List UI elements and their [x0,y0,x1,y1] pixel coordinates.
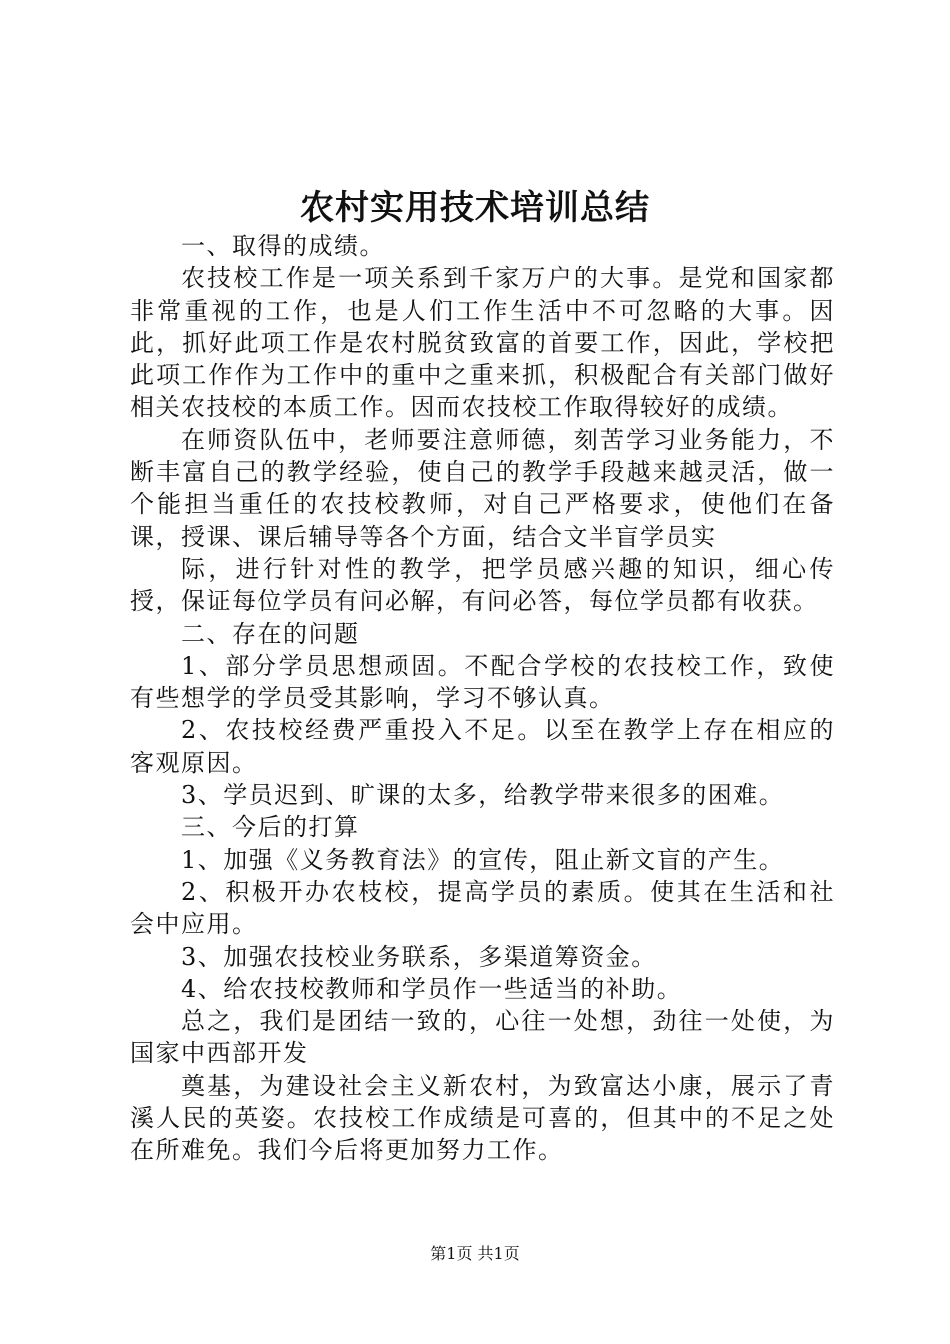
section-heading-problems: 二、存在的问题 [181,619,360,648]
page-footer: 第1页 共1页 [430,1244,520,1263]
paragraph: 农技校工作是一项关系到千家万户的大事。是党和国家都非常重视的工作，也是人们工作生活中不可忽略的大事。因此，抓好此项工作是农村脱贫致富的首要工作，因此，学校把此项工作作为工作中的重中之重来抓，积极配合有关部门做好相关农技校的本质工作。因而农技校工作取得较好的成绩。 [130,264,835,422]
list-item: 4、给农技校教师和学员作一些适当的补助。 [181,974,683,1003]
document-body [130,230,835,1167]
list-item: 3、学员迟到、旷课的太多，给教学带来很多的困难。 [181,781,785,810]
list-item: 3、加强农技校业务联系，多渠道筹资金。 [181,942,657,971]
paragraph: 奠基，为建设社会主义新农村，为致富达小康，展示了青溪人民的英姿。农技校工作成绩是可喜的，但其中的不足之处在所难免。我们今后将更加努力工作。 [130,1071,835,1165]
list-item: 2、积极开办农枝校，提高学员的素质。使其在生活和社会中应用。 [130,877,835,939]
section-heading-achievements: 一、取得的成绩。 [181,232,385,260]
list-item: 1、加强《义务教育法》的宣传，阻止新文盲的产生。 [181,845,785,874]
section-heading-plans: 三、今后的打算 [181,813,360,842]
list-item: 1、部分学员思想顽固。不配合学校的农技校工作，致使有些想学的学员受其影响，学习不够认真。 [130,651,835,713]
list-item: 2、农技校经费严重投入不足。以至在教学上存在相应的客观原因。 [130,716,835,777]
paragraph: 际，进行针对性的教学，把学员感兴趣的知识，细心传授，保证每位学员有问必解，有问必答，每位学员都有收获。 [130,554,835,616]
paragraph: 总之，我们是团结一致的，心往一处想，劲往一处使，为国家中西部开发 [130,1007,835,1068]
paragraph: 在师资队伍中，老师要注意师德，刻苦学习业务能力，不断丰富自己的教学经验，使自己的教学手段越来越灵活，做一个能担当重任的农技校教师，对自己严格要求，使他们在备课，授课、课后辅导等各个方面，结合文半盲学员实 [130,425,835,551]
document-title: 农村实用技术培训总结 [300,188,650,228]
